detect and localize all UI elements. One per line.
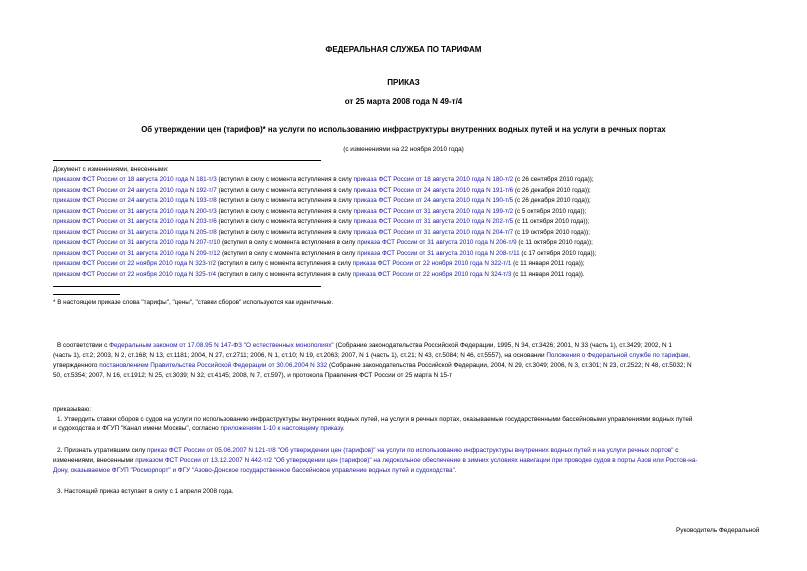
revision-note: (с изменениями на 22 ноября 2010 года) bbox=[343, 146, 464, 153]
amending-order-link[interactable]: приказом ФСТ России от 31 августа 2010 года N 203-т/6 bbox=[53, 218, 217, 225]
order-keyword: приказываю: bbox=[53, 406, 91, 413]
order-442-link-cont[interactable]: Дону, оказываемое ФГУП "Росморпорт" и ФГУ "Азово-Донское государственное бассейновое управление водных путей и судоходства" bbox=[53, 467, 455, 474]
amending-order-link[interactable]: приказом ФСТ России от 31 августа 2010 года N 207-т/10 bbox=[53, 239, 221, 246]
change-text: (вступил в силу с момента вступления в силу bbox=[216, 228, 354, 236]
item-2-line-2 bbox=[53, 457, 698, 464]
order-442-link[interactable]: приказом ФСТ России от 13.12.2007 N 442-т/2 "Об утверждении цен (тарифов)" на ледокольное обеспечение в зимних условиях навигации при проводке судов в порты Азов или Ростов-на- bbox=[135, 457, 698, 464]
amending-order-link[interactable]: приказом ФСТ России от 22 ноября 2010 года N 323-т/2 bbox=[53, 260, 216, 267]
amending-order-link[interactable]: приказом ФСТ России от 22 ноября 2010 года N 325-т/4 bbox=[53, 270, 216, 278]
change-item bbox=[53, 271, 585, 278]
preamble-text: (часть 1), ст.2; 2003, N 2, ст.168; N 13, ст.1181; 2004, N 27, ст.2711; 2006, N 1, ст.10; N 19, ст.2063; 2007, N 1 (часть 1), ст.21; N 43, ст.5084; N 46, ст.5557), на основании bbox=[53, 352, 547, 359]
law-147-link[interactable]: Федеральным законом от 17.08.95 N 147-ФЗ "О естественных монополиях" bbox=[109, 342, 334, 349]
change-item bbox=[53, 239, 593, 246]
preamble-text: , bbox=[688, 352, 691, 359]
appendices-link[interactable]: приложениям 1-10 к настоящему приказу bbox=[220, 425, 343, 432]
change-text: (вступил в силу с момента вступления в силу bbox=[220, 239, 358, 246]
item-2-text: с bbox=[673, 447, 679, 454]
amending-order-link[interactable]: приказом ФСТ России от 31 августа 2010 года N 209-т/12 bbox=[53, 249, 221, 257]
related-order-link[interactable]: приказа ФСТ России от 18 августа 2010 года N 180-т/2 bbox=[353, 176, 514, 183]
change-text: (с 26 декабря 2010 года)); bbox=[513, 197, 591, 204]
preamble-line-4: 50, ст.5354; 2007, N 16, ст.1912; N 25, ст.3039; N 32, ст.4145; 2008, N 7, ст.597), и протокола Правления ФСТ России от 25 марта N 15-т bbox=[53, 372, 453, 379]
item-1-text: и судоходства и ФГУП "Канал имени Москвы", согласно bbox=[53, 425, 221, 432]
divider-bottom bbox=[53, 286, 321, 287]
change-text: (вступил в силу с момента вступления в силу bbox=[215, 260, 353, 267]
preamble-line-2 bbox=[53, 352, 690, 359]
divider-top bbox=[53, 160, 321, 161]
amending-order-link[interactable]: приказом ФСТ России от 18 августа 2010 года N 181-т/3 bbox=[53, 176, 217, 183]
change-item bbox=[53, 176, 594, 183]
amending-order-link[interactable]: приказом ФСТ России от 24 августа 2010 года N 193-т/8 bbox=[53, 197, 217, 204]
change-item bbox=[53, 250, 596, 257]
preamble-text: (Собрание законодательства Российской Федерации, 2004, N 29, ст.3049; 2006, N 3, ст.301; N 23, ст.2522; N 48, ст.5032; N bbox=[327, 362, 692, 369]
change-item bbox=[53, 218, 589, 225]
preamble-text: В соответствии с bbox=[57, 342, 110, 349]
related-order-link[interactable]: приказа ФСТ России от 31 августа 2010 года N 204-т/7 bbox=[353, 228, 514, 236]
change-text: (вступил в силу с момента вступления в силу bbox=[216, 218, 354, 225]
change-text: (с 19 октября 2010 года)); bbox=[513, 228, 590, 236]
change-item bbox=[53, 260, 585, 267]
footnote: * В настоящем приказе слова "тарифы", "цены", "ставки сборов" используются как идентичные. bbox=[53, 299, 334, 306]
change-text: (вступил в силу с момента вступления в силу bbox=[216, 197, 354, 204]
related-order-link[interactable]: приказа ФСТ России от 31 августа 2010 года N 199-т/2 bbox=[353, 207, 514, 215]
document-type: ПРИКАЗ bbox=[387, 78, 420, 87]
item-2-text: . bbox=[454, 467, 457, 474]
change-text: (с 26 сентября 2010 года)); bbox=[513, 176, 594, 183]
document-date: от 25 марта 2008 года N 49-т/4 bbox=[344, 97, 463, 106]
item-2-line-1 bbox=[57, 447, 678, 454]
signature: Руководитель Федеральной bbox=[676, 527, 760, 534]
change-text: (с 17 октября 2010 года)); bbox=[519, 249, 597, 257]
change-text: (с 11 октября 2010 года)); bbox=[513, 218, 590, 225]
change-text: (с 11 января 2011 года)); bbox=[511, 260, 585, 267]
change-text: (вступил в силу с момента вступления в силу bbox=[216, 207, 354, 215]
related-order-link[interactable]: приказа ФСТ России от 22 ноября 2010 года N 322-т/1 bbox=[352, 260, 512, 267]
item-1-line-1: 1. Утвердить ставки сборов с судов на услуги по использованию инфраструктуры внутренних водных путей, на услуги в речных портах, оказываемые государственными бассейновыми управлениями водных путей bbox=[57, 416, 693, 423]
agency-name: ФЕДЕРАЛЬНАЯ СЛУЖБА ПО ТАРИФАМ bbox=[325, 45, 482, 54]
item-2-line-3 bbox=[53, 467, 457, 474]
change-text: (вступил в силу с момента вступления в силу bbox=[215, 270, 353, 278]
change-item bbox=[53, 187, 591, 194]
order-121-link[interactable]: приказ ФСТ России от 05.06.2007 N 121-т/8 "Об утверждении цен (тарифов)" на услуги по использованию инфраструктуры внутренних водных путей и на услуги речных портов" bbox=[147, 447, 674, 454]
item-2-text: 2. Признать утратившим силу bbox=[57, 447, 148, 454]
related-order-link[interactable]: приказа ФСТ России от 22 ноября 2010 года N 324-т/3 bbox=[352, 270, 512, 278]
footnote-rule bbox=[53, 294, 120, 295]
preamble-text: утвержденного bbox=[53, 362, 100, 369]
document-title: Об утверждении цен (тарифов)* на услуги по использованию инфраструктуры внутренних водных путей и на услуги в речных портах bbox=[141, 125, 666, 134]
related-order-link[interactable]: приказа ФСТ России от 24 августа 2010 года N 190-т/5 bbox=[353, 197, 514, 204]
item-1-text: . bbox=[342, 425, 345, 432]
change-text: (вступил в силу с момента вступления в силу bbox=[216, 186, 354, 194]
preamble-text: (Собрание законодательства Российской Федерации, 1995, N 34, ст.3426; 2001, N 33 (часть 1), ст.3429; 2002, N 1 bbox=[333, 342, 672, 349]
change-text: (вступил в силу с момента вступления в силу bbox=[216, 176, 354, 183]
preamble-line-3 bbox=[53, 362, 692, 369]
item-2-text: изменениями, внесенными bbox=[53, 457, 136, 464]
change-text: (с 11 октября 2010 года)); bbox=[516, 239, 593, 246]
fst-regulation-link[interactable]: Положения о Федеральной службе по тарифам bbox=[546, 352, 689, 359]
amending-order-link[interactable]: приказом ФСТ России от 24 августа 2010 года N 192-т/7 bbox=[53, 186, 217, 194]
change-item bbox=[53, 229, 590, 236]
changes-intro: Документ с изменениями, внесенными: bbox=[53, 166, 169, 173]
change-text: (с 26 декабря 2010 года)); bbox=[513, 186, 591, 194]
related-order-link[interactable]: приказа ФСТ России от 24 августа 2010 года N 191-т/6 bbox=[353, 186, 514, 194]
related-order-link[interactable]: приказа ФСТ России от 31 августа 2010 года N 208-т/11 bbox=[357, 249, 520, 257]
change-item bbox=[53, 197, 591, 204]
item-3: 3. Настоящий приказ вступает в силу с 1 апреля 2008 года. bbox=[57, 488, 234, 495]
government-decree-link[interactable]: постановлением Правительства Российской Федерации от 30.06.2004 N 332 bbox=[99, 362, 328, 369]
preamble-line-1 bbox=[57, 342, 672, 349]
change-text: (вступил в силу с момента вступления в силу bbox=[220, 249, 358, 257]
change-item bbox=[53, 208, 586, 215]
change-text: (с 11 января 2011 года)). bbox=[511, 270, 585, 278]
item-1-line-2 bbox=[53, 425, 345, 432]
change-text: (с 5 октября 2010 года)); bbox=[513, 207, 587, 215]
amending-order-link[interactable]: приказом ФСТ России от 31 августа 2010 года N 200-т/3 bbox=[53, 207, 217, 215]
amending-order-link[interactable]: приказом ФСТ России от 31 августа 2010 года N 205-т/8 bbox=[53, 228, 217, 236]
related-order-link[interactable]: приказа ФСТ России от 31 августа 2010 года N 202-т/5 bbox=[353, 218, 514, 225]
related-order-link[interactable]: приказа ФСТ России от 31 августа 2010 года N 206-т/9 bbox=[357, 239, 517, 246]
